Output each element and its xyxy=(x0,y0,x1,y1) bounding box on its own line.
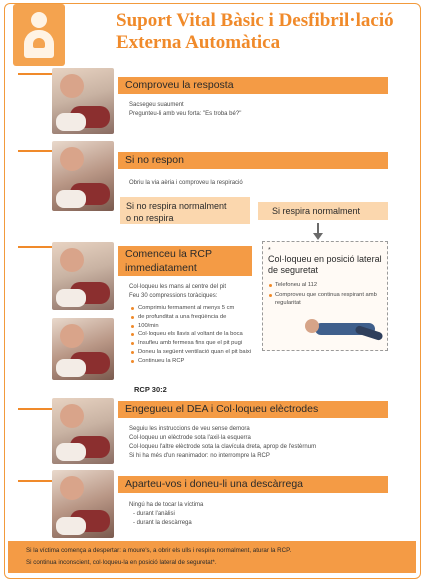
asterisk-mark: * xyxy=(268,247,271,254)
branch-not-breathing: Si no respira normalment o no respira xyxy=(120,197,250,224)
branch-breathing: Si respira normalment xyxy=(258,202,388,220)
cpr-ratio: RCP 30:2 xyxy=(134,385,167,394)
heart-figure-logo xyxy=(13,4,65,66)
step-photo-compressions xyxy=(52,242,114,310)
footer-note xyxy=(8,541,416,573)
step-rule xyxy=(18,480,52,482)
step-text-aed: Seguiu les instruccions de veu sense demora Col·loqueu un elèctrode sota l'axil·la esquerra Col·loqueu l'altre elèctrode sota la clavícula dreta, aprop de l'estèrnum Si hi ha més d'un reanimador: no interrompre la RCP xyxy=(129,426,317,459)
step-rule xyxy=(18,408,52,410)
title-line-2: Externa Automàtica xyxy=(116,32,281,53)
list-item: Comproveu que continua respirant amb regularitat xyxy=(269,291,385,307)
step-title-cpr: Comenceu la RCP immediatament xyxy=(118,246,252,276)
step-photo-aed xyxy=(52,398,114,464)
step-photo-response xyxy=(52,68,114,134)
recovery-position-illustration xyxy=(305,317,383,339)
list-item: Col·loqueu els llavis al voltant de la boca xyxy=(131,330,251,339)
step-text-cpr: Col·loqueu les mans al centre del pit Feu 30 compressions toràciques: xyxy=(129,284,227,299)
step-rule xyxy=(18,246,52,248)
title-line-1: Suport Vital Bàsic i Desfibril·lació xyxy=(116,10,394,31)
step-photo-ventilation xyxy=(52,318,114,380)
step-title-shock: Aparteu-vos i doneu-li una descàrrega xyxy=(118,476,388,493)
step-text-response: Sacsegeu suaument Pregunteu-li amb veu forta: "Es troba bé?" xyxy=(129,102,242,117)
footer-line-1: Si la víctima comença a despertar: a moure's, a obrir els ulls i respira normalment, aturar la RCP. xyxy=(26,547,292,554)
list-item: de profunditat a una freqüència de xyxy=(131,313,251,322)
step-photo-airway xyxy=(52,141,114,211)
step-rule xyxy=(18,73,52,75)
list-item: Continueu la RCP xyxy=(131,357,251,366)
list-item: Telefoneu al 112 xyxy=(269,281,385,289)
arrowhead-icon xyxy=(313,233,323,240)
footer-line-2: Si continua inconscient, col·loqueu-la en posició lateral de seguretat*. xyxy=(26,559,217,566)
page-title xyxy=(116,10,406,54)
step-title-no-response: Si no respon xyxy=(118,152,388,169)
step-photo-shock xyxy=(52,470,114,538)
step-text-airway: Obriu la via aèria i comproveu la respiració xyxy=(129,180,243,186)
list-item: Doneu la següent ventilació quan el pit baixi xyxy=(131,348,251,357)
recovery-title: Col·loqueu en posició lateral de seguretat xyxy=(268,254,382,275)
list-item: Insufleu amb fermesa fins que el pit pugi xyxy=(131,339,251,348)
step-title-response: Comproveu la resposta xyxy=(118,77,388,94)
list-item: 100/min xyxy=(131,322,251,331)
list-item: Comprimiu fermament al menys 5 cm xyxy=(131,304,251,313)
recovery-position-box xyxy=(262,241,388,351)
step-title-aed: Engegueu el DEA i Col·loqueu elèctrodes xyxy=(118,401,388,418)
step-text-shock: Ningú ha de tocar la víctima - durant l'anàlisi - durant la descàrrega xyxy=(129,502,204,526)
step-rule xyxy=(18,150,52,152)
cpr-bullets xyxy=(131,304,251,366)
